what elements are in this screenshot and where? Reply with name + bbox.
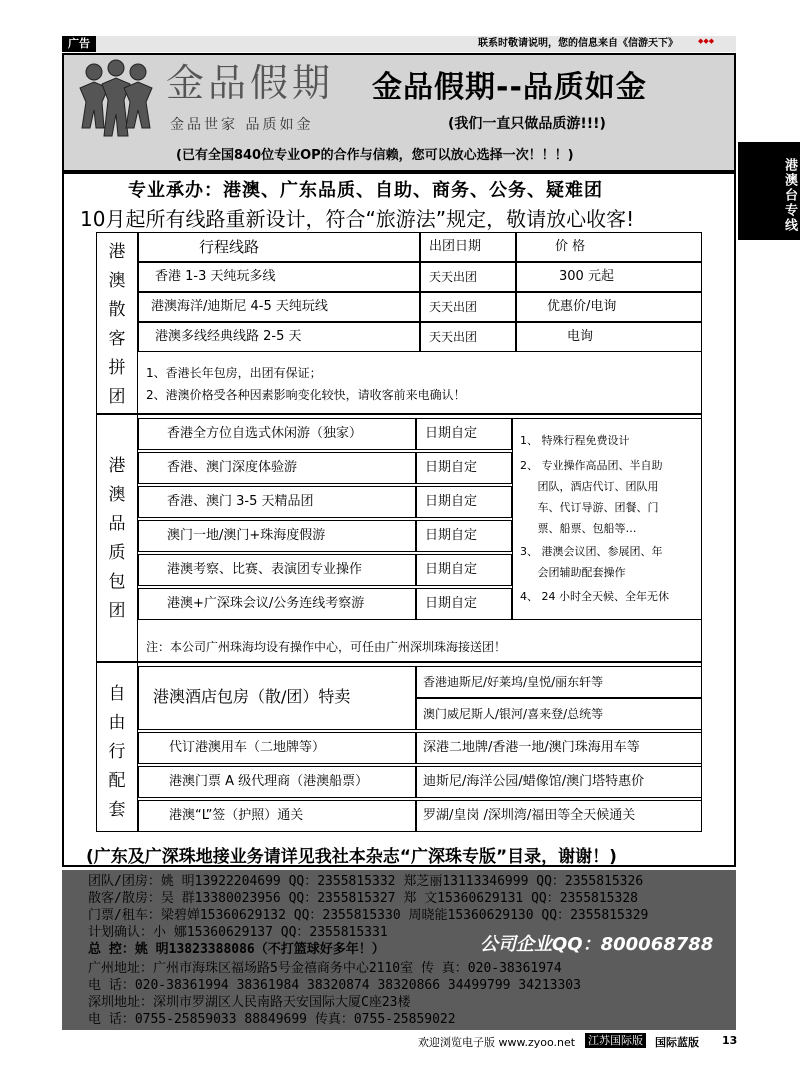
price-text: 300 元起 xyxy=(559,269,614,284)
hotel-text: 港澳酒店包房（散/团）特卖 xyxy=(153,687,351,706)
feature-line: 团队，酒店代订、团队用 xyxy=(520,480,659,493)
s1-note-2: 2、港澳价格受各种因素影响变化较快，请收客前来电确认！ xyxy=(146,388,466,402)
route-text: 港澳+广深珠会议/公务连线考察游 xyxy=(167,596,365,611)
detail-text: 迪斯尼/海洋公园/蜡像馆/澳门塔特惠价 xyxy=(423,774,645,789)
date-text: 日期自定 xyxy=(425,562,478,577)
date-text: 天天出团 xyxy=(429,300,478,314)
side-tab: 港澳台专线 xyxy=(738,142,800,240)
table-row xyxy=(516,292,702,322)
table-row xyxy=(420,292,516,322)
feature-line: 票、船票、包船等… xyxy=(520,522,637,535)
table-row xyxy=(138,732,416,764)
contact-line: 电 话：0755-25859033 88849699 传真：0755-25859022 xyxy=(88,1012,456,1027)
footer-edition-tag: 江苏国际版 xyxy=(585,1033,646,1048)
magazine-logo-icon: ◆◆◆ xyxy=(698,37,715,45)
table-row xyxy=(138,766,416,798)
table-row xyxy=(416,520,512,552)
route-text: 香港、澳门 3-5 天精品团 xyxy=(167,494,314,509)
detail-text: 罗湖/皇岗 /深圳湾/福田等全天候通关 xyxy=(423,808,636,823)
headline-sub: (我们一直只做品质游!!!) xyxy=(448,116,606,132)
feature-line: 4、 24 小时全天候、全年无休 xyxy=(520,590,669,603)
hotel-right-text: 澳门威尼斯人/银河/喜来登/总统等 xyxy=(423,707,604,721)
company-qq: 公司企业QQ：800068788 xyxy=(480,934,714,955)
date-text: 天天出团 xyxy=(429,270,478,284)
brand-slogan: 金品世家 品质如金 xyxy=(170,117,314,133)
section-2-title: 港澳品质包团 xyxy=(108,456,126,621)
table-row xyxy=(416,554,512,586)
feature-line: 2、 专业操作高品团、半自助 xyxy=(520,459,663,472)
date-text: 日期自定 xyxy=(425,460,478,475)
price-text: 优惠价/电询 xyxy=(547,299,617,314)
route-text: 港澳考察、比赛、表演团专业操作 xyxy=(167,562,363,577)
headline: 金品假期--品质如金 xyxy=(372,70,647,105)
table-row xyxy=(416,666,702,698)
route-text: 香港全方位自选式休闲游（独家） xyxy=(167,426,363,441)
s1-note-1: 1、香港长年包房，出团有保证； xyxy=(146,366,322,380)
route-text: 港澳“L”签（护照）通关 xyxy=(169,808,304,823)
feature-line: 1、 特殊行程免费设计 xyxy=(520,434,630,447)
hotel-right-text: 香港迪斯尼/好莱坞/皇悦/丽东轩等 xyxy=(423,675,604,689)
table-row xyxy=(416,452,512,484)
route-text: 香港、澳门深度体验游 xyxy=(167,460,298,475)
s1-header-price-text: 价 格 xyxy=(555,239,586,254)
contact-line: 广州地址：广州市海珠区福场路5号金禧商务中心2110室 传 真：020-38361974 xyxy=(88,961,562,976)
table-row xyxy=(138,292,420,322)
s1-header-route-text: 行程线路 xyxy=(199,238,260,256)
route-text: 港澳门票 A 级代理商（港澳船票） xyxy=(169,774,369,789)
table-row xyxy=(416,588,512,620)
price-text: 电询 xyxy=(567,329,594,344)
hotel-cell xyxy=(138,666,416,730)
date-text: 日期自定 xyxy=(425,426,478,441)
route-text: 香港 1-3 天纯玩多线 xyxy=(155,269,276,284)
contact-line: 团队/团房：姚 明13922204699 QQ：2355815332 郑芝丽13113346999 QQ：2355815326 xyxy=(88,874,644,889)
table-row xyxy=(138,418,416,450)
table-row xyxy=(420,262,516,292)
table-row xyxy=(138,800,416,832)
brand-name: 金品假期 xyxy=(166,61,335,105)
table-row xyxy=(416,800,702,832)
table-row xyxy=(138,520,416,552)
date-text: 日期自定 xyxy=(425,528,478,543)
people-logo-icon xyxy=(74,58,158,142)
date-text: 日期自定 xyxy=(425,596,478,611)
table-row xyxy=(138,322,420,352)
page-number: 13 xyxy=(722,1034,738,1047)
trust-line: (已有全国840位专业OP的合作与信赖，您可以放心选择一次！！！) xyxy=(176,148,574,163)
table-row xyxy=(416,698,702,730)
table-row xyxy=(516,262,702,292)
contact-line: 深圳地址：深圳市罗湖区人民南路天安国际大厦C座23楼 xyxy=(88,995,411,1010)
feature-line: 3、 港澳会议团、参展团、年 xyxy=(520,545,663,558)
table-row xyxy=(138,588,416,620)
table-row xyxy=(138,486,416,518)
source-note: 联系时敬请说明，您的信息来自《信游天下》 xyxy=(478,38,678,49)
s1-header-price xyxy=(516,232,702,262)
table-row xyxy=(516,322,702,352)
ad-tag: 广告 xyxy=(62,36,96,52)
scope-line: 专业承办：港澳、广东品质、自助、商务、公务、疑难团 xyxy=(128,180,603,201)
s2-note: 注：本公司广州珠海均设有操作中心，可任由广州深圳珠海接送团！ xyxy=(146,640,507,654)
date-text: 日期自定 xyxy=(425,494,478,509)
table-row xyxy=(138,452,416,484)
route-text: 澳门一地/澳门+珠海度假游 xyxy=(167,528,326,543)
feature-line: 车、代订导游、团餐、门 xyxy=(520,501,659,514)
table-row xyxy=(416,486,512,518)
date-text: 天天出团 xyxy=(429,330,478,344)
footer-web: 欢迎浏览电子版 www.zyoo.net xyxy=(418,1036,576,1049)
contact-line: 电 话：020-38361994 38361984 38320874 38320866 34499799 34213303 xyxy=(88,978,581,993)
footer-edition: 国际蓝版 xyxy=(655,1036,699,1049)
table-row xyxy=(420,322,516,352)
table-row xyxy=(416,766,702,798)
detail-text: 深港二地牌/香港一地/澳门珠海用车等 xyxy=(423,740,640,755)
table-row xyxy=(138,554,416,586)
route-text: 代订港澳用车（二地牌等） xyxy=(169,740,326,755)
section-1-title: 港澳散客拼团 xyxy=(108,242,126,407)
s1-header-date xyxy=(420,232,516,262)
contact-line: 计划确认：小 娜15360629137 QQ：2355815331 xyxy=(88,925,388,940)
route-text: 港澳海洋/迪斯尼 4-5 天纯玩线 xyxy=(151,299,328,314)
s1-header-date-text: 出团日期 xyxy=(429,239,482,254)
bottom-note: (广东及广深珠地接业务请详见我社本杂志“广深珠专版”目录，谢谢！) xyxy=(86,847,617,867)
table-row xyxy=(416,418,512,450)
table-row xyxy=(138,262,420,292)
table-row xyxy=(416,732,702,764)
contact-line: 散客/散房：吴 群13380023956 QQ：2355815327 郑 文15360629131 QQ：2355815328 xyxy=(88,891,638,906)
contact-line: 门票/租车：梁碧婵15360629132 QQ：2355815330 周晓能15360629130 QQ：2355815329 xyxy=(88,908,649,923)
section-3-title: 自由行配套 xyxy=(108,684,126,820)
feature-line: 会团辅助配套操作 xyxy=(520,566,626,579)
route-text: 港澳多线经典线路 2-5 天 xyxy=(155,329,302,344)
s1-header-route xyxy=(138,232,420,262)
contact-line: 总 控：姚 明13823388086（不打篮球好多年！） xyxy=(88,942,385,957)
notice-line: 10月起所有线路重新设计，符合“旅游法”规定，敬请放心收客! xyxy=(80,207,635,231)
